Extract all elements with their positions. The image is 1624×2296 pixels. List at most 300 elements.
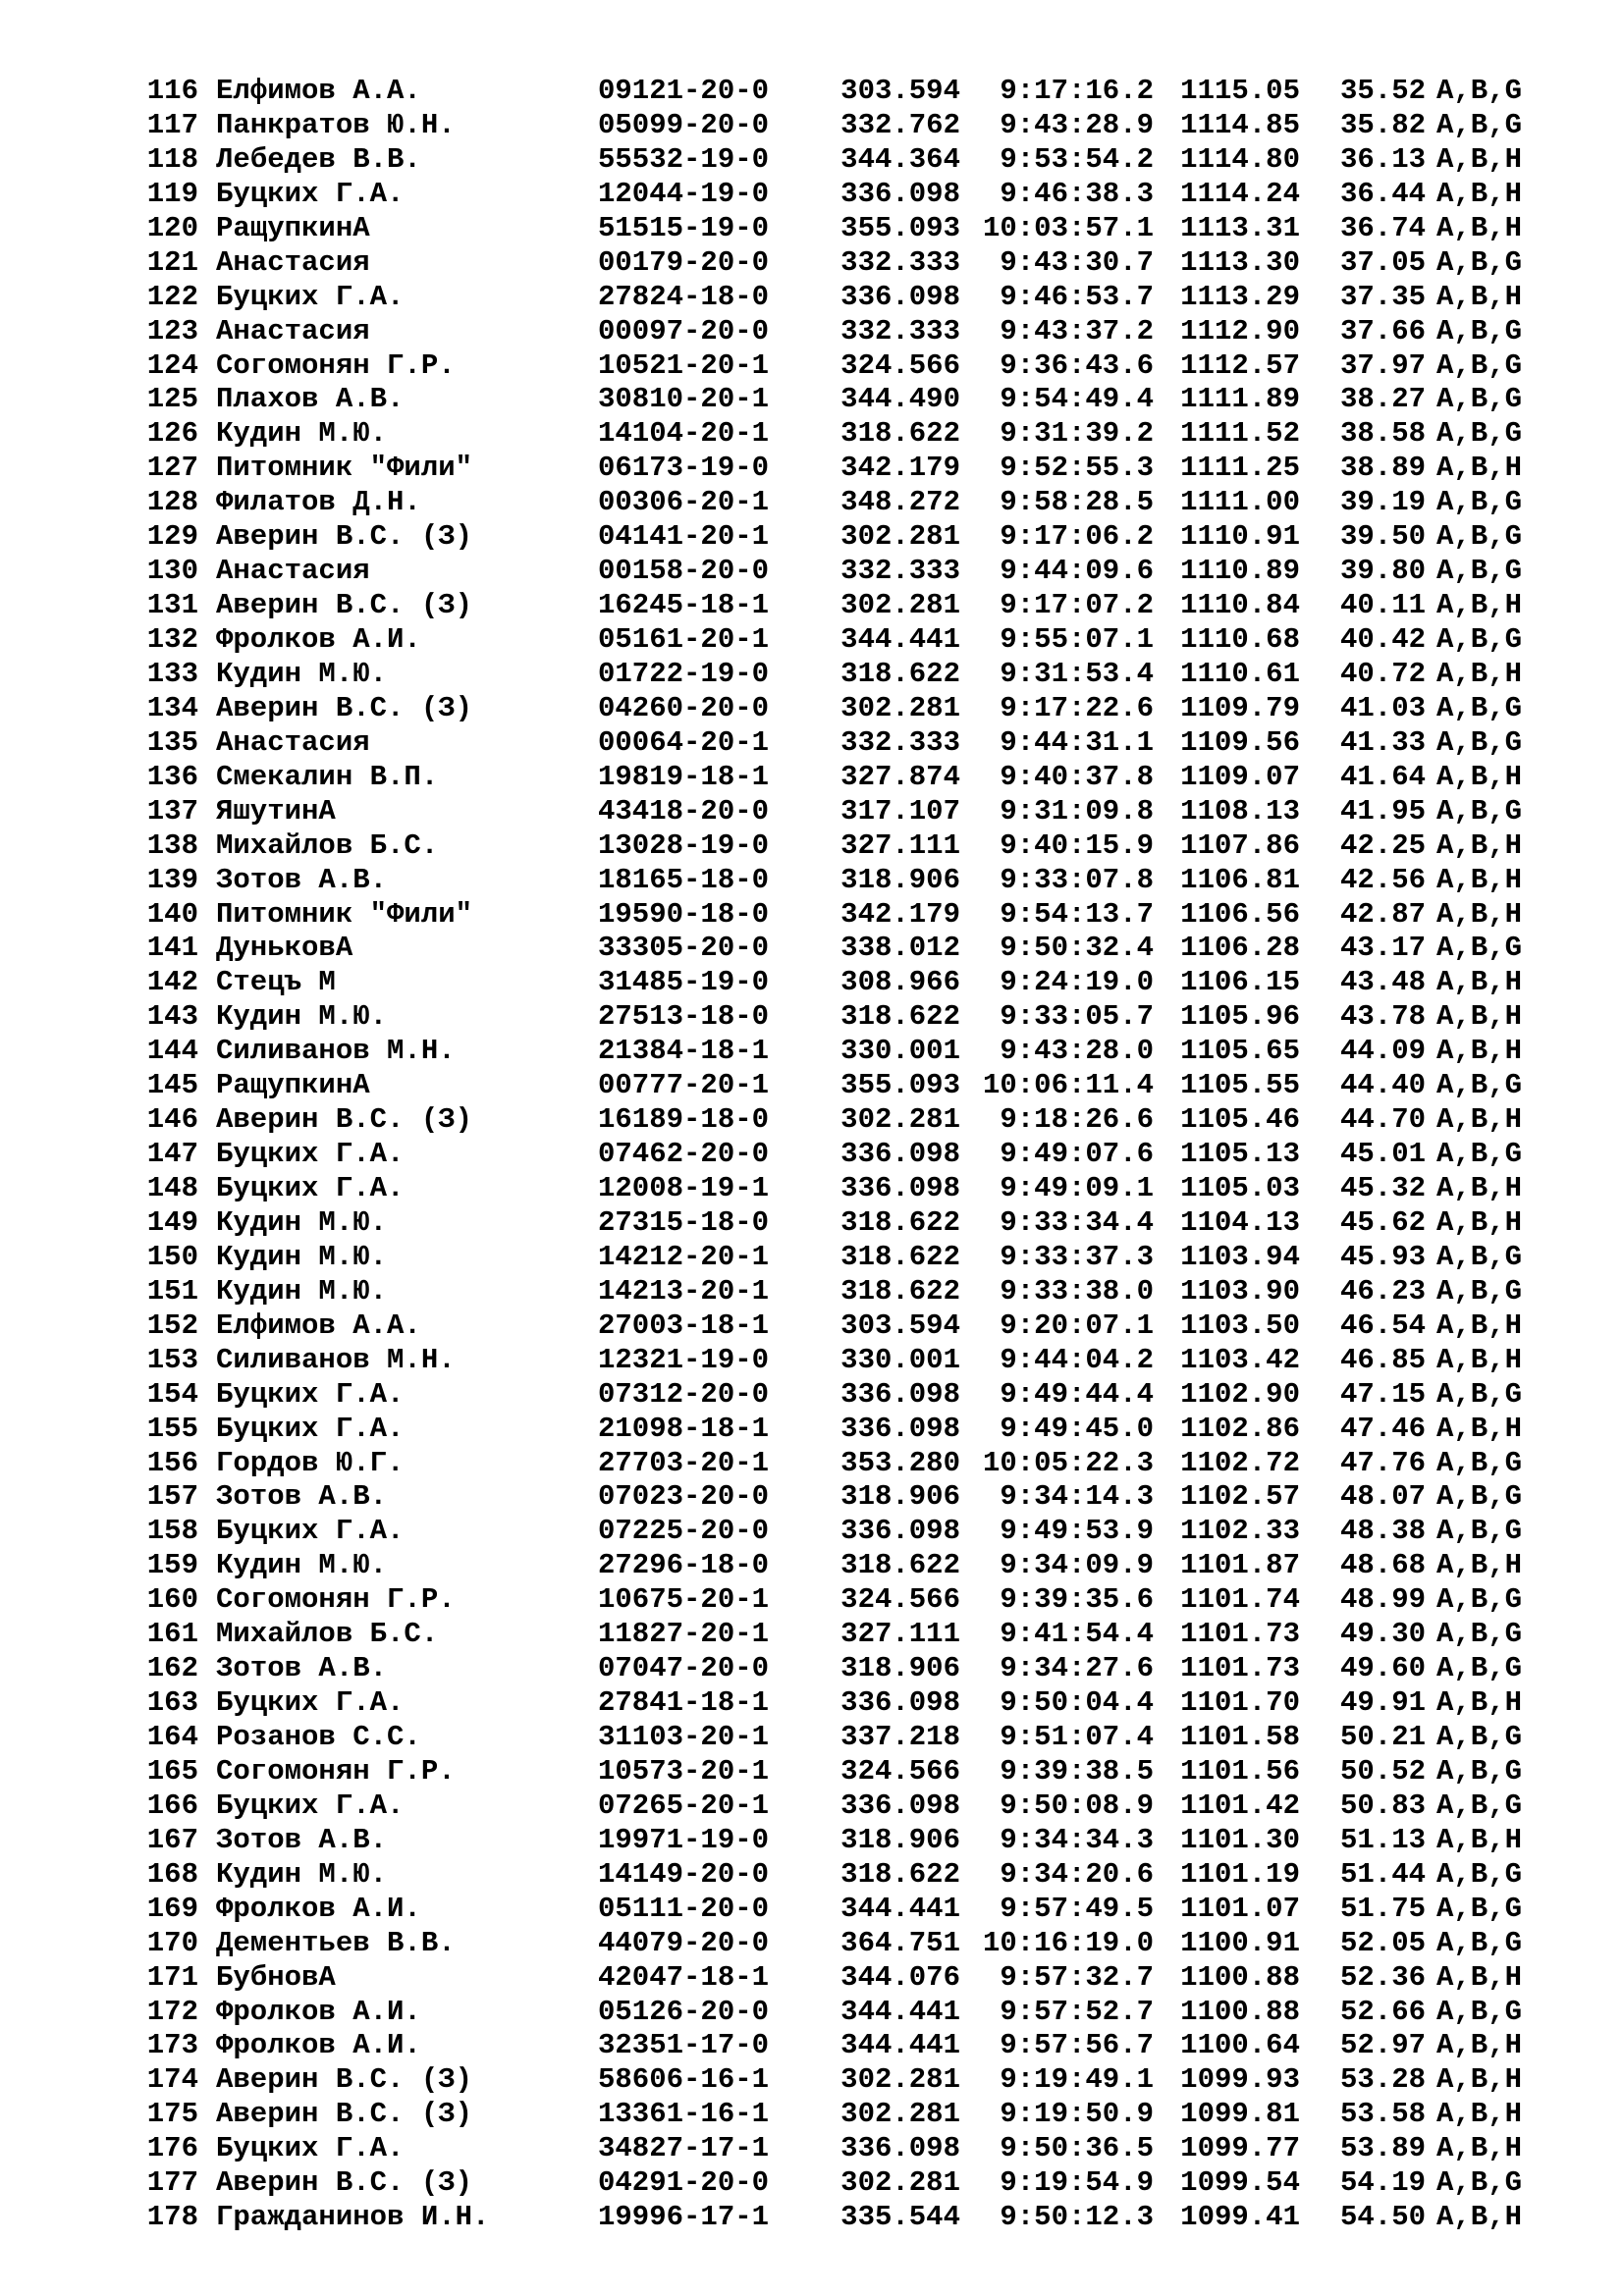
arrival-time-cell: 9:57:49.5 bbox=[1000, 1892, 1154, 1925]
speed-cell: 1105.55 bbox=[1180, 1069, 1300, 1102]
position-cell: 145 bbox=[146, 1069, 198, 1102]
speed-cell: 1105.46 bbox=[1180, 1103, 1300, 1137]
fancier-name-cell: Фролков А.И. bbox=[216, 2029, 421, 2062]
speed-cell: 1109.56 bbox=[1180, 725, 1300, 759]
coefficient-cell: 53.58 bbox=[1339, 2098, 1426, 2131]
coefficient-cell: 54.50 bbox=[1339, 2201, 1426, 2234]
ring-number-cell: 27296-18-0 bbox=[598, 1549, 770, 1582]
ring-number-cell: 12008-19-1 bbox=[598, 1172, 770, 1204]
arrival-time-cell: 9:31:39.2 bbox=[1000, 417, 1154, 451]
ring-number-cell: 10573-20-1 bbox=[598, 1754, 770, 1788]
position-cell: 125 bbox=[146, 383, 198, 416]
speed-cell: 1106.56 bbox=[1180, 897, 1300, 931]
distance-cell: 318.622 bbox=[840, 417, 960, 451]
coefficient-cell: 49.91 bbox=[1339, 1686, 1426, 1720]
ring-number-cell: 27703-20-1 bbox=[598, 1446, 770, 1479]
position-cell: 166 bbox=[146, 1789, 198, 1822]
position-cell: 152 bbox=[146, 1308, 198, 1342]
coefficient-cell: 51.13 bbox=[1339, 1823, 1426, 1856]
ring-number-cell: 43418-20-0 bbox=[598, 794, 770, 828]
ring-number-cell: 14104-20-1 bbox=[598, 417, 770, 451]
arrival-time-cell: 10:06:11.4 bbox=[982, 1069, 1154, 1102]
speed-cell: 1100.64 bbox=[1180, 2029, 1300, 2062]
coefficient-cell: 53.28 bbox=[1339, 2063, 1426, 2097]
fancier-name-cell: Зотов А.В. bbox=[216, 1823, 388, 1856]
speed-cell: 1106.28 bbox=[1180, 932, 1300, 965]
position-cell: 119 bbox=[146, 177, 198, 210]
distance-cell: 344.441 bbox=[840, 1995, 960, 2028]
group-cell: A,B,G bbox=[1436, 1274, 1523, 1308]
fancier-name-cell: Анастасия bbox=[216, 245, 370, 279]
fancier-name-cell: Кудин М.Ю. bbox=[216, 1857, 388, 1891]
ring-number-cell: 05111-20-0 bbox=[598, 1892, 770, 1925]
ring-number-cell: 16189-18-0 bbox=[598, 1103, 770, 1137]
arrival-time-cell: 9:46:38.3 bbox=[1000, 177, 1154, 210]
ring-number-cell: 21098-18-1 bbox=[598, 1412, 770, 1445]
fancier-name-cell: Елфимов А.А. bbox=[216, 75, 421, 107]
coefficient-cell: 45.01 bbox=[1339, 1138, 1426, 1171]
fancier-name-cell: Кудин М.Ю. bbox=[216, 1205, 388, 1239]
group-cell: A,B,G bbox=[1436, 555, 1523, 588]
coefficient-cell: 50.21 bbox=[1339, 1721, 1426, 1753]
group-cell: A,B,H bbox=[1436, 1412, 1523, 1445]
fancier-name-cell: Фролков А.И. bbox=[216, 623, 421, 656]
coefficient-cell: 43.17 bbox=[1339, 932, 1426, 965]
position-cell: 148 bbox=[146, 1172, 198, 1204]
position-cell: 157 bbox=[146, 1480, 198, 1514]
ring-number-cell: 31485-19-0 bbox=[598, 966, 770, 999]
speed-cell: 1101.73 bbox=[1180, 1652, 1300, 1685]
ring-number-cell: 00777-20-1 bbox=[598, 1069, 770, 1102]
speed-cell: 1112.90 bbox=[1180, 314, 1300, 347]
distance-cell: 330.001 bbox=[840, 1035, 960, 1068]
group-cell: A,B,G bbox=[1436, 725, 1523, 759]
coefficient-cell: 36.44 bbox=[1339, 177, 1426, 210]
position-cell: 159 bbox=[146, 1549, 198, 1582]
group-cell: A,B,G bbox=[1436, 314, 1523, 347]
position-cell: 167 bbox=[146, 1823, 198, 1856]
distance-cell: 308.966 bbox=[840, 966, 960, 999]
fancier-name-cell: Гордов Ю.Г. bbox=[216, 1446, 405, 1479]
position-cell: 135 bbox=[146, 725, 198, 759]
position-cell: 137 bbox=[146, 794, 198, 828]
group-cell: A,B,G bbox=[1436, 520, 1523, 554]
position-cell: 122 bbox=[146, 280, 198, 313]
speed-cell: 1111.52 bbox=[1180, 417, 1300, 451]
ring-number-cell: 13028-19-0 bbox=[598, 828, 770, 862]
arrival-time-cell: 9:49:44.4 bbox=[1000, 1377, 1154, 1411]
distance-cell: 348.272 bbox=[840, 486, 960, 519]
arrival-time-cell: 9:31:09.8 bbox=[1000, 794, 1154, 828]
ring-number-cell: 06173-19-0 bbox=[598, 452, 770, 485]
coefficient-cell: 45.62 bbox=[1339, 1205, 1426, 1239]
ring-number-cell: 31103-20-1 bbox=[598, 1721, 770, 1753]
ring-number-cell: 19819-18-1 bbox=[598, 760, 770, 793]
ring-number-cell: 27824-18-0 bbox=[598, 280, 770, 313]
group-cell: A,B,G bbox=[1436, 1857, 1523, 1891]
group-cell: A,B,G bbox=[1436, 1926, 1523, 1959]
fancier-name-cell: Буцких Г.А. bbox=[216, 1377, 405, 1411]
fancier-name-cell: Зотов А.В. bbox=[216, 1480, 388, 1514]
fancier-name-cell: Аверин В.С. (З) bbox=[216, 2166, 473, 2200]
ring-number-cell: 42047-18-1 bbox=[598, 1960, 770, 1994]
position-cell: 150 bbox=[146, 1240, 198, 1273]
ring-number-cell: 16245-18-1 bbox=[598, 589, 770, 622]
arrival-time-cell: 9:50:32.4 bbox=[1000, 932, 1154, 965]
coefficient-cell: 39.50 bbox=[1339, 520, 1426, 554]
arrival-time-cell: 9:52:55.3 bbox=[1000, 452, 1154, 485]
arrival-time-cell: 9:34:27.6 bbox=[1000, 1652, 1154, 1685]
position-cell: 165 bbox=[146, 1754, 198, 1788]
fancier-name-cell: Аверин В.С. (З) bbox=[216, 2063, 473, 2097]
arrival-time-cell: 9:33:34.4 bbox=[1000, 1205, 1154, 1239]
speed-cell: 1109.79 bbox=[1180, 691, 1300, 724]
coefficient-cell: 41.64 bbox=[1339, 760, 1426, 793]
distance-cell: 318.622 bbox=[840, 1857, 960, 1891]
fancier-name-cell: Анастасия bbox=[216, 725, 370, 759]
distance-cell: 317.107 bbox=[840, 794, 960, 828]
coefficient-cell: 49.60 bbox=[1339, 1652, 1426, 1685]
position-cell: 134 bbox=[146, 691, 198, 724]
arrival-time-cell: 9:43:28.9 bbox=[1000, 108, 1154, 141]
speed-cell: 1099.41 bbox=[1180, 2201, 1300, 2234]
arrival-time-cell: 9:57:32.7 bbox=[1000, 1960, 1154, 1994]
coefficient-cell: 46.85 bbox=[1339, 1343, 1426, 1376]
coefficient-cell: 50.83 bbox=[1339, 1789, 1426, 1822]
group-cell: A,B,H bbox=[1436, 1035, 1523, 1068]
position-cell: 160 bbox=[146, 1583, 198, 1617]
fancier-name-cell: Елфимов А.А. bbox=[216, 1308, 421, 1342]
position-cell: 170 bbox=[146, 1926, 198, 1959]
distance-cell: 302.281 bbox=[840, 2063, 960, 2097]
arrival-time-cell: 9:36:43.6 bbox=[1000, 348, 1154, 382]
distance-cell: 303.594 bbox=[840, 1308, 960, 1342]
speed-cell: 1113.31 bbox=[1180, 211, 1300, 244]
speed-cell: 1100.91 bbox=[1180, 1926, 1300, 1959]
fancier-name-cell: Аверин В.С. (З) bbox=[216, 520, 473, 554]
fancier-name-cell: Кудин М.Ю. bbox=[216, 1000, 388, 1034]
distance-cell: 318.906 bbox=[840, 1823, 960, 1856]
position-cell: 142 bbox=[146, 966, 198, 999]
arrival-time-cell: 9:40:37.8 bbox=[1000, 760, 1154, 793]
distance-cell: 336.098 bbox=[840, 1172, 960, 1204]
group-cell: A,B,H bbox=[1436, 452, 1523, 485]
distance-cell: 353.280 bbox=[840, 1446, 960, 1479]
speed-cell: 1105.13 bbox=[1180, 1138, 1300, 1171]
ring-number-cell: 58606-16-1 bbox=[598, 2063, 770, 2097]
ring-number-cell: 07312-20-0 bbox=[598, 1377, 770, 1411]
speed-cell: 1099.54 bbox=[1180, 2166, 1300, 2200]
ring-number-cell: 04291-20-0 bbox=[598, 2166, 770, 2200]
arrival-time-cell: 9:41:54.4 bbox=[1000, 1618, 1154, 1651]
distance-cell: 335.544 bbox=[840, 2201, 960, 2234]
group-cell: A,B,H bbox=[1436, 211, 1523, 244]
arrival-time-cell: 9:49:53.9 bbox=[1000, 1515, 1154, 1548]
distance-cell: 324.566 bbox=[840, 1754, 960, 1788]
speed-cell: 1101.73 bbox=[1180, 1618, 1300, 1651]
distance-cell: 318.622 bbox=[840, 1205, 960, 1239]
distance-cell: 332.333 bbox=[840, 555, 960, 588]
group-cell: A,B,G bbox=[1436, 623, 1523, 656]
position-cell: 173 bbox=[146, 2029, 198, 2062]
position-cell: 140 bbox=[146, 897, 198, 931]
distance-cell: 303.594 bbox=[840, 75, 960, 107]
position-cell: 143 bbox=[146, 1000, 198, 1034]
arrival-time-cell: 9:55:07.1 bbox=[1000, 623, 1154, 656]
fancier-name-cell: Стецъ М bbox=[216, 966, 336, 999]
fancier-name-cell: Анастасия bbox=[216, 314, 370, 347]
position-cell: 138 bbox=[146, 828, 198, 862]
ring-number-cell: 27513-18-0 bbox=[598, 1000, 770, 1034]
speed-cell: 1105.96 bbox=[1180, 1000, 1300, 1034]
speed-cell: 1100.88 bbox=[1180, 1960, 1300, 1994]
arrival-time-cell: 9:49:09.1 bbox=[1000, 1172, 1154, 1204]
speed-cell: 1111.00 bbox=[1180, 486, 1300, 519]
fancier-name-cell: Аверин В.С. (З) bbox=[216, 1103, 473, 1137]
arrival-time-cell: 9:57:56.7 bbox=[1000, 2029, 1154, 2062]
coefficient-cell: 39.19 bbox=[1339, 486, 1426, 519]
position-cell: 161 bbox=[146, 1618, 198, 1651]
group-cell: A,B,H bbox=[1436, 2029, 1523, 2062]
ring-number-cell: 14212-20-1 bbox=[598, 1240, 770, 1273]
group-cell: A,B,H bbox=[1436, 280, 1523, 313]
ring-number-cell: 14213-20-1 bbox=[598, 1274, 770, 1308]
speed-cell: 1110.68 bbox=[1180, 623, 1300, 656]
fancier-name-cell: Согомонян Г.Р. bbox=[216, 1583, 456, 1617]
speed-cell: 1104.13 bbox=[1180, 1205, 1300, 1239]
distance-cell: 336.098 bbox=[840, 1686, 960, 1720]
distance-cell: 324.566 bbox=[840, 348, 960, 382]
position-cell: 147 bbox=[146, 1138, 198, 1171]
distance-cell: 302.281 bbox=[840, 589, 960, 622]
position-cell: 120 bbox=[146, 211, 198, 244]
position-cell: 127 bbox=[146, 452, 198, 485]
group-cell: A,B,H bbox=[1436, 1000, 1523, 1034]
position-cell: 118 bbox=[146, 142, 198, 176]
arrival-time-cell: 9:39:38.5 bbox=[1000, 1754, 1154, 1788]
group-cell: A,B,H bbox=[1436, 2098, 1523, 2131]
speed-cell: 1103.94 bbox=[1180, 1240, 1300, 1273]
position-cell: 130 bbox=[146, 555, 198, 588]
fancier-name-cell: Плахов А.В. bbox=[216, 383, 405, 416]
arrival-time-cell: 9:39:35.6 bbox=[1000, 1583, 1154, 1617]
ring-number-cell: 00158-20-0 bbox=[598, 555, 770, 588]
group-cell: A,B,G bbox=[1436, 1446, 1523, 1479]
position-cell: 175 bbox=[146, 2098, 198, 2131]
speed-cell: 1113.30 bbox=[1180, 245, 1300, 279]
ring-number-cell: 19971-19-0 bbox=[598, 1823, 770, 1856]
fancier-name-cell: Кудин М.Ю. bbox=[216, 657, 388, 690]
fancier-name-cell: Согомонян Г.Р. bbox=[216, 348, 456, 382]
coefficient-cell: 54.19 bbox=[1339, 2166, 1426, 2200]
arrival-time-cell: 9:46:53.7 bbox=[1000, 280, 1154, 313]
coefficient-cell: 38.89 bbox=[1339, 452, 1426, 485]
coefficient-cell: 40.72 bbox=[1339, 657, 1426, 690]
coefficient-cell: 38.27 bbox=[1339, 383, 1426, 416]
fancier-name-cell: Аверин В.С. (З) bbox=[216, 691, 473, 724]
arrival-time-cell: 9:34:20.6 bbox=[1000, 1857, 1154, 1891]
fancier-name-cell: Розанов С.С. bbox=[216, 1721, 421, 1753]
speed-cell: 1099.93 bbox=[1180, 2063, 1300, 2097]
fancier-name-cell: Фролков А.И. bbox=[216, 1892, 421, 1925]
arrival-time-cell: 9:43:37.2 bbox=[1000, 314, 1154, 347]
group-cell: A,B,G bbox=[1436, 1515, 1523, 1548]
speed-cell: 1103.90 bbox=[1180, 1274, 1300, 1308]
ring-number-cell: 14149-20-0 bbox=[598, 1857, 770, 1891]
coefficient-cell: 48.99 bbox=[1339, 1583, 1426, 1617]
coefficient-cell: 47.15 bbox=[1339, 1377, 1426, 1411]
coefficient-cell: 38.58 bbox=[1339, 417, 1426, 451]
position-cell: 172 bbox=[146, 1995, 198, 2028]
distance-cell: 364.751 bbox=[840, 1926, 960, 1959]
ring-number-cell: 27003-18-1 bbox=[598, 1308, 770, 1342]
distance-cell: 332.762 bbox=[840, 108, 960, 141]
ring-number-cell: 11827-20-1 bbox=[598, 1618, 770, 1651]
coefficient-cell: 47.46 bbox=[1339, 1412, 1426, 1445]
distance-cell: 336.098 bbox=[840, 1377, 960, 1411]
distance-cell: 355.093 bbox=[840, 1069, 960, 1102]
speed-cell: 1101.42 bbox=[1180, 1789, 1300, 1822]
arrival-time-cell: 9:19:49.1 bbox=[1000, 2063, 1154, 2097]
position-cell: 164 bbox=[146, 1721, 198, 1753]
group-cell: A,B,G bbox=[1436, 1892, 1523, 1925]
distance-cell: 342.179 bbox=[840, 897, 960, 931]
speed-cell: 1114.85 bbox=[1180, 108, 1300, 141]
coefficient-cell: 40.11 bbox=[1339, 589, 1426, 622]
arrival-time-cell: 9:17:16.2 bbox=[1000, 75, 1154, 107]
position-cell: 124 bbox=[146, 348, 198, 382]
distance-cell: 344.441 bbox=[840, 2029, 960, 2062]
coefficient-cell: 52.05 bbox=[1339, 1926, 1426, 1959]
fancier-name-cell: Дементьев В.В. bbox=[216, 1926, 456, 1959]
position-cell: 169 bbox=[146, 1892, 198, 1925]
fancier-name-cell: Филатов Д.Н. bbox=[216, 486, 421, 519]
arrival-time-cell: 9:51:07.4 bbox=[1000, 1721, 1154, 1753]
group-cell: A,B,H bbox=[1436, 1172, 1523, 1204]
distance-cell: 336.098 bbox=[840, 1412, 960, 1445]
coefficient-cell: 45.32 bbox=[1339, 1172, 1426, 1204]
position-cell: 126 bbox=[146, 417, 198, 451]
arrival-time-cell: 9:50:12.3 bbox=[1000, 2201, 1154, 2234]
coefficient-cell: 42.56 bbox=[1339, 863, 1426, 896]
distance-cell: 337.218 bbox=[840, 1721, 960, 1753]
group-cell: A,B,G bbox=[1436, 932, 1523, 965]
coefficient-cell: 41.95 bbox=[1339, 794, 1426, 828]
coefficient-cell: 37.97 bbox=[1339, 348, 1426, 382]
ring-number-cell: 10675-20-1 bbox=[598, 1583, 770, 1617]
distance-cell: 318.622 bbox=[840, 1274, 960, 1308]
distance-cell: 342.179 bbox=[840, 452, 960, 485]
fancier-name-cell: Кудин М.Ю. bbox=[216, 1549, 388, 1582]
arrival-time-cell: 9:24:19.0 bbox=[1000, 966, 1154, 999]
position-cell: 176 bbox=[146, 2132, 198, 2165]
speed-cell: 1102.86 bbox=[1180, 1412, 1300, 1445]
group-cell: A,B,G bbox=[1436, 1377, 1523, 1411]
fancier-name-cell: Питомник "Фили" bbox=[216, 452, 473, 485]
arrival-time-cell: 9:49:45.0 bbox=[1000, 1412, 1154, 1445]
position-cell: 131 bbox=[146, 589, 198, 622]
group-cell: A,B,G bbox=[1436, 417, 1523, 451]
speed-cell: 1100.88 bbox=[1180, 1995, 1300, 2028]
coefficient-cell: 48.68 bbox=[1339, 1549, 1426, 1582]
arrival-time-cell: 9:17:06.2 bbox=[1000, 520, 1154, 554]
group-cell: A,B,G bbox=[1436, 1721, 1523, 1753]
distance-cell: 302.281 bbox=[840, 520, 960, 554]
coefficient-cell: 35.82 bbox=[1339, 108, 1426, 141]
ring-number-cell: 05099-20-0 bbox=[598, 108, 770, 141]
fancier-name-cell: ДуньковА bbox=[216, 932, 353, 965]
speed-cell: 1106.15 bbox=[1180, 966, 1300, 999]
arrival-time-cell: 9:54:49.4 bbox=[1000, 383, 1154, 416]
fancier-name-cell: Фролков А.И. bbox=[216, 1995, 421, 2028]
fancier-name-cell: Буцких Г.А. bbox=[216, 2132, 405, 2165]
coefficient-cell: 47.76 bbox=[1339, 1446, 1426, 1479]
speed-cell: 1102.57 bbox=[1180, 1480, 1300, 1514]
group-cell: A,B,G bbox=[1436, 1240, 1523, 1273]
arrival-time-cell: 10:16:19.0 bbox=[982, 1926, 1154, 1959]
group-cell: A,B,H bbox=[1436, 1686, 1523, 1720]
arrival-time-cell: 9:34:09.9 bbox=[1000, 1549, 1154, 1582]
group-cell: A,B,H bbox=[1436, 142, 1523, 176]
group-cell: A,B,H bbox=[1436, 2132, 1523, 2165]
coefficient-cell: 41.03 bbox=[1339, 691, 1426, 724]
fancier-name-cell: Буцких Г.А. bbox=[216, 1138, 405, 1171]
coefficient-cell: 51.75 bbox=[1339, 1892, 1426, 1925]
coefficient-cell: 46.54 bbox=[1339, 1308, 1426, 1342]
ring-number-cell: 27315-18-0 bbox=[598, 1205, 770, 1239]
ring-number-cell: 00179-20-0 bbox=[598, 245, 770, 279]
distance-cell: 324.566 bbox=[840, 1583, 960, 1617]
fancier-name-cell: Буцких Г.А. bbox=[216, 1789, 405, 1822]
group-cell: A,B,G bbox=[1436, 2166, 1523, 2200]
ring-number-cell: 51515-19-0 bbox=[598, 211, 770, 244]
arrival-time-cell: 9:44:31.1 bbox=[1000, 725, 1154, 759]
group-cell: A,B,H bbox=[1436, 2201, 1523, 2234]
arrival-time-cell: 9:33:05.7 bbox=[1000, 1000, 1154, 1034]
group-cell: A,B,H bbox=[1436, 177, 1523, 210]
speed-cell: 1113.29 bbox=[1180, 280, 1300, 313]
fancier-name-cell: Лебедев В.В. bbox=[216, 142, 421, 176]
arrival-time-cell: 9:50:08.9 bbox=[1000, 1789, 1154, 1822]
position-cell: 121 bbox=[146, 245, 198, 279]
position-cell: 123 bbox=[146, 314, 198, 347]
group-cell: A,B,H bbox=[1436, 1103, 1523, 1137]
speed-cell: 1102.72 bbox=[1180, 1446, 1300, 1479]
group-cell: A,B,G bbox=[1436, 1138, 1523, 1171]
group-cell: A,B,H bbox=[1436, 863, 1523, 896]
distance-cell: 338.012 bbox=[840, 932, 960, 965]
arrival-time-cell: 9:57:52.7 bbox=[1000, 1995, 1154, 2028]
distance-cell: 336.098 bbox=[840, 280, 960, 313]
fancier-name-cell: Зотов А.В. bbox=[216, 863, 388, 896]
speed-cell: 1105.03 bbox=[1180, 1172, 1300, 1204]
group-cell: A,B,H bbox=[1436, 1343, 1523, 1376]
fancier-name-cell: Буцких Г.А. bbox=[216, 177, 405, 210]
coefficient-cell: 53.89 bbox=[1339, 2132, 1426, 2165]
position-cell: 133 bbox=[146, 657, 198, 690]
group-cell: A,B,G bbox=[1436, 691, 1523, 724]
fancier-name-cell: БубновА bbox=[216, 1960, 336, 1994]
ring-number-cell: 07462-20-0 bbox=[598, 1138, 770, 1171]
coefficient-cell: 42.87 bbox=[1339, 897, 1426, 931]
group-cell: A,B,H bbox=[1436, 1205, 1523, 1239]
coefficient-cell: 44.70 bbox=[1339, 1103, 1426, 1137]
group-cell: A,B,G bbox=[1436, 108, 1523, 141]
fancier-name-cell: Силиванов М.Н. bbox=[216, 1343, 456, 1376]
speed-cell: 1110.89 bbox=[1180, 555, 1300, 588]
ring-number-cell: 18165-18-0 bbox=[598, 863, 770, 896]
position-cell: 168 bbox=[146, 1857, 198, 1891]
